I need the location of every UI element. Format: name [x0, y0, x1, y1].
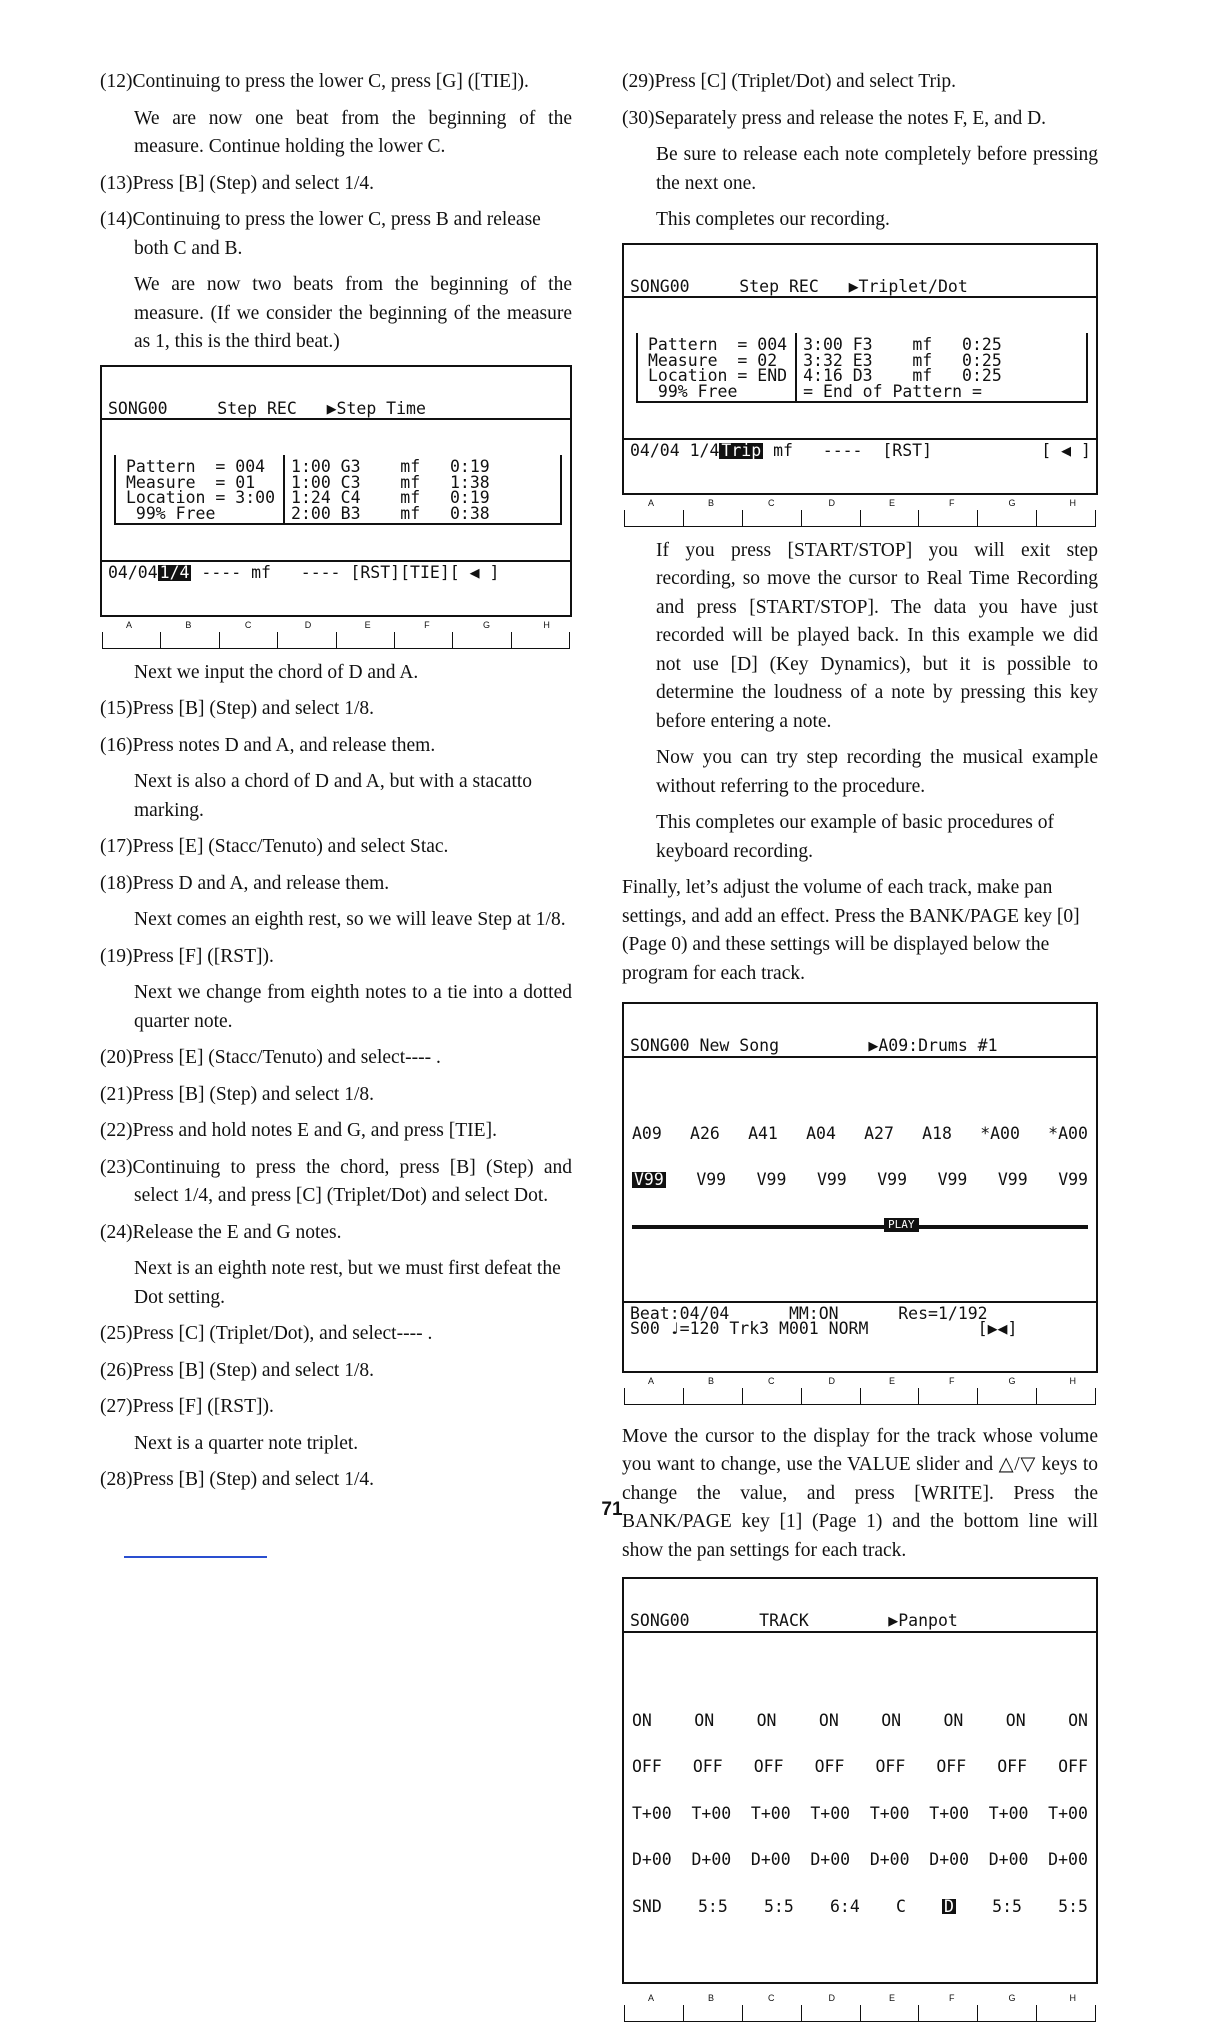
key-h-label: H: [1069, 1375, 1076, 1386]
lcd-softkeys: mf ---- [RST] [ ◀ ]: [763, 441, 1091, 460]
lcd-info-panel: [636, 333, 1088, 403]
lcd-cell: ON: [694, 1710, 715, 1730]
lcd-cell: C: [895, 1896, 906, 1916]
key-a-label: A: [648, 497, 655, 508]
lcd-cell: OFF: [875, 1757, 906, 1776]
lcd-cell: ON: [943, 1710, 964, 1730]
key-h-label: H: [543, 619, 550, 630]
lcd-step-selected: 1/4: [159, 563, 190, 582]
function-keys: [622, 1375, 1098, 1405]
lcd-event: 2:00 B3 mf 0:38: [291, 503, 490, 523]
lcd-top-bar: [102, 398, 570, 421]
key-a-label: A: [648, 1993, 655, 2003]
lcd-vol: V99: [696, 1170, 727, 1189]
lcd-vol: V99: [816, 1170, 847, 1189]
lcd-cell: T+00: [1048, 1803, 1088, 1823]
key-b-label: B: [185, 619, 192, 630]
key-c-label: C: [768, 1993, 775, 2003]
lcd-vol-selected: V99: [634, 1170, 664, 1189]
lcd-event: 1:00 G3 mf 0:19: [291, 457, 490, 476]
lcd-cell: ON: [818, 1710, 839, 1730]
lcd-prog: *A00: [1048, 1123, 1088, 1143]
step-24: (24)Release the E and G notes.: [100, 1221, 342, 1243]
lcd-cell: D+00: [632, 1850, 672, 1869]
step-29: (29)Press [C] (Triplet/Dot) and select Trip.: [622, 71, 957, 92]
step-27: (27)Press [F] ([RST]).: [100, 1396, 274, 1417]
lcd-vol: V99: [937, 1170, 968, 1189]
key-e-label: E: [888, 497, 895, 508]
lcd-event: 1:24 C4 mf 0:19: [291, 488, 490, 507]
para-31: If you press [START/STOP] you will exit step recording, so move the cursor to Real Time Recording and press [START/STOP]. The data you have just recorded will be played back. In this example we did not use [D] (Key Dynamics), but it is possible to determine the loudness of a note by pressing this key before entering a note.: [656, 539, 1098, 732]
lcd-track-row: [632, 1710, 1088, 1730]
step-26: (26)Press [B] (Step) and select 1/8.: [100, 1359, 375, 1381]
lcd-prog: A18: [922, 1123, 952, 1143]
para-24: Next is an eighth note rest, but we must first defeat the Dot setting.: [134, 1258, 561, 1308]
lcd-pattern: Pattern = 004: [648, 335, 788, 354]
para-30a: Be sure to release each note completely before pressing the next one.: [656, 144, 1098, 194]
lcd-prog: A26: [690, 1123, 720, 1143]
para-chord: Next we input the chord of D and A.: [134, 661, 419, 683]
lcd-track-row: [632, 1803, 1088, 1823]
lcd-step-time: [100, 365, 572, 617]
lcd-event-list: [285, 455, 560, 523]
key-e-label: E: [888, 1375, 895, 1386]
key-a-label: A: [648, 1375, 655, 1386]
lcd-time-sig: 04/04: [108, 563, 158, 582]
para-35: Move the cursor to the display for the track whose volume you want to change, use the VALUE slider and △/▽ keys to change the value, and press [WRITE]. Press the BANK/PAGE key [1] (Page 1) and the bottom line will show the pan settings for each track.: [622, 1425, 1098, 1561]
lcd-vol: V99: [997, 1170, 1028, 1189]
lcd-top-bar: SONG00 TRACK ▶Panpot: [624, 1610, 1096, 1633]
lcd-measure: Measure = 02: [648, 350, 778, 370]
lcd-pan-row: [632, 1896, 1088, 1916]
lcd-cell: T+00: [869, 1803, 910, 1823]
lcd-cell: 6:4: [829, 1896, 860, 1916]
step-20: (20)Press [E] (Stacc/Tenuto) and select---- .: [100, 1047, 441, 1068]
key-e-label: E: [888, 1993, 895, 2003]
lcd-song: SONG00: [108, 398, 168, 418]
lcd-vol: V99: [877, 1170, 908, 1189]
lcd-param: ▶Triplet/Dot: [848, 276, 968, 296]
key-f-label: F: [948, 497, 955, 508]
lcd-cell: D+00: [988, 1850, 1029, 1869]
lcd-measure: Measure = 01: [126, 472, 256, 492]
lcd-prog: A27: [864, 1123, 894, 1143]
lcd-location-info: [116, 455, 285, 523]
step-16: (16)Press notes D and A, and release them.: [100, 734, 436, 756]
para-33: This completes our example of basic procedures of keyboard recording.: [656, 812, 1054, 862]
lcd-cell: T+00: [750, 1803, 791, 1823]
lcd-program-row: [632, 1123, 1088, 1143]
key-f-label: F: [948, 1993, 955, 2003]
lcd-cell: D+00: [929, 1850, 970, 1869]
page-number: 71: [601, 1499, 623, 1520]
step-12: (12)Continuing to press the lower C, press [G] ([TIE]).: [100, 71, 529, 92]
lcd-pattern: Pattern = 004: [126, 457, 266, 476]
key-h-label: H: [1069, 497, 1076, 508]
key-f-label: F: [424, 619, 430, 630]
lcd-bottom-bar: [624, 1301, 1096, 1340]
lcd-cell: ON: [1068, 1710, 1088, 1730]
key-b-label: B: [708, 1993, 715, 2003]
lcd-cell: OFF: [997, 1757, 1028, 1776]
function-keys: [622, 1992, 1098, 2022]
step-14: (14)Continuing to press the lower C, press B and release both C and B.: [100, 209, 541, 259]
lcd-free: 99% Free: [648, 381, 738, 401]
para-16: Next is also a chord of D and A, but with a stacatto marking.: [134, 771, 533, 821]
lcd-cell: D+00: [1048, 1850, 1088, 1869]
lcd-prog: A09: [632, 1123, 662, 1143]
para-34: Finally, let’s adjust the volume of each track, make pan settings, and add an effect. Press the BANK/PAGE key [0] (Page 0) and these settings will be displayed below the program for each track.: [622, 877, 1080, 984]
lcd-event: 1:00 C3 mf 1:38: [291, 472, 490, 492]
lcd-location: Location = END: [648, 366, 788, 385]
lcd-info-panel: [114, 455, 562, 525]
lcd-cell: OFF: [936, 1757, 967, 1776]
lcd-event-list: [797, 333, 1086, 401]
key-c-label: C: [768, 497, 775, 508]
lcd-top-bar: [624, 276, 1096, 299]
lcd-vol: V99: [1058, 1170, 1088, 1189]
lcd-cell: ON: [1005, 1710, 1026, 1730]
lcd-track-row: [632, 1759, 1088, 1775]
left-column: [100, 68, 572, 1503]
lcd-param: ▶Step Time: [326, 398, 426, 418]
key-g-label: G: [1008, 497, 1016, 508]
lcd-cell: D+00: [750, 1850, 791, 1869]
lcd-cell: ON: [756, 1710, 777, 1730]
key-h-label: H: [1069, 1993, 1076, 2003]
lcd-cell: 5:5: [763, 1896, 794, 1916]
key-d-label: D: [828, 1375, 835, 1386]
para-19: Next we change from eighth notes to a tie into a dotted quarter note.: [134, 982, 572, 1032]
lcd-track-panpot: [622, 1577, 1098, 1984]
lcd-beat-line: Beat:04/04 MM:ON Res=1/192: [630, 1303, 988, 1323]
lcd-event: 3:32 E3 mf 0:25: [803, 350, 1002, 370]
lcd-play-bar: [632, 1217, 1088, 1231]
step-21: (21)Press [B] (Step) and select 1/8.: [100, 1083, 375, 1105]
lcd-location: Location = 3:00: [126, 488, 276, 507]
lcd-event: 4:16 D3 mf 0:25: [803, 366, 1002, 385]
step-19: (19)Press [F] ([RST]).: [100, 945, 274, 967]
lcd-cell: ON: [881, 1710, 902, 1730]
step-13: (13)Press [B] (Step) and select 1/4.: [100, 172, 375, 194]
key-d-label: D: [304, 619, 312, 630]
lcd-cell: T+00: [810, 1803, 851, 1823]
key-b-label: B: [708, 497, 715, 508]
lcd-cell: T+00: [929, 1803, 970, 1823]
right-column: [622, 68, 1098, 2032]
key-e-label: E: [364, 619, 371, 630]
step-28: (28)Press [B] (Step) and select 1/4.: [100, 1469, 375, 1490]
lcd-cell: 5:5: [1058, 1896, 1088, 1916]
lcd-vol: V99: [756, 1170, 787, 1189]
para-30b: This completes our recording.: [656, 209, 890, 230]
function-keys: [622, 497, 1098, 527]
lcd-trip-selected: Trip: [721, 441, 762, 460]
lcd-cell: D+00: [691, 1850, 732, 1869]
lcd-cell: D+00: [869, 1850, 910, 1869]
key-b-label: B: [708, 1375, 715, 1386]
lcd-prog: *A00: [980, 1123, 1020, 1143]
lcd-cell: T+00: [988, 1803, 1029, 1823]
lcd-cell: OFF: [692, 1757, 723, 1776]
lcd-cell: D+00: [810, 1850, 851, 1869]
para-27: Next is a quarter note triplet.: [134, 1432, 359, 1454]
lcd-free: 99% Free: [126, 503, 216, 523]
lcd-tempo-line: S00 ♩=120 Trk3 M001 NORM [▶◀]: [630, 1319, 1018, 1338]
lcd-new-song: [622, 1002, 1098, 1373]
lcd-top-bar: SONG00 New Song ▶A09:Drums #1: [624, 1035, 1096, 1058]
lcd-cell: SND: [632, 1896, 662, 1916]
step-22: (22)Press and hold notes E and G, and press [TIE].: [100, 1120, 497, 1141]
lcd-cell: 5:5: [697, 1896, 728, 1916]
footer-rule: [124, 1556, 267, 1558]
lcd-track-row: [632, 1852, 1088, 1868]
lcd-cell: OFF: [632, 1757, 662, 1776]
lcd-event: = End of Pattern =: [803, 381, 982, 401]
lcd-location-info: [638, 333, 797, 401]
lcd-cell: 5:5: [992, 1896, 1022, 1916]
lcd-play-tag: PLAY: [884, 1218, 919, 1232]
key-d-label: D: [828, 1993, 835, 2003]
lcd-pan-selected: D: [944, 1896, 954, 1916]
lcd-prog: A41: [748, 1123, 778, 1143]
key-a-label: A: [126, 619, 133, 630]
lcd-volume-row: [632, 1172, 1088, 1188]
key-g-label: G: [1008, 1375, 1016, 1386]
lcd-cell: T+00: [691, 1803, 732, 1823]
lcd-mode: Step REC: [739, 276, 819, 296]
lcd-cell: OFF: [1058, 1757, 1088, 1776]
lcd-cell: OFF: [814, 1757, 845, 1776]
lcd-softkeys: ---- mf ---- [RST][TIE][ ◀ ]: [191, 563, 500, 582]
lcd-mode: Step REC: [217, 398, 297, 418]
para-14: We are now two beats from the beginning of the measure. (If we consider the beginning of the measure as 1, this is the third beat.): [134, 274, 572, 352]
step-15: (15)Press [B] (Step) and select 1/8.: [100, 698, 375, 719]
step-30: (30)Separately press and release the notes F, E, and D.: [622, 107, 1047, 129]
step-25: (25)Press [C] (Triplet/Dot), and select---- .: [100, 1323, 433, 1344]
lcd-bottom-bar: [624, 438, 1096, 462]
lcd-cell: OFF: [753, 1757, 784, 1776]
para-32: Now you can try step recording the musical example without referring to the procedure.: [656, 747, 1098, 797]
lcd-song: SONG00: [630, 276, 690, 296]
lcd-bottom-bar: [102, 560, 570, 584]
lcd-prog: A04: [806, 1123, 836, 1143]
step-17: (17)Press [E] (Stacc/Tenuto) and select Stac.: [100, 836, 449, 857]
lcd-event: 3:00 F3 mf 0:25: [803, 335, 1002, 354]
para-18: Next comes an eighth rest, so we will leave Step at 1/8.: [134, 909, 566, 930]
key-c-label: C: [244, 619, 252, 630]
key-c-label: C: [768, 1375, 775, 1386]
step-23: (23)Continuing to press the chord, press [B] (Step) and select 1/4, and press [C] (Triplet/Dot) and select Dot.: [100, 1156, 572, 1206]
lcd-time-sig: 04/04 1/4: [630, 441, 720, 460]
lcd-triplet-dot: [622, 243, 1098, 495]
step-18: (18)Press D and A, and release them.: [100, 872, 390, 894]
key-d-label: D: [828, 497, 835, 508]
lcd-cell: T+00: [632, 1803, 672, 1823]
lcd-cell: ON: [632, 1710, 652, 1730]
key-f-label: F: [948, 1375, 955, 1386]
function-keys: [100, 619, 572, 649]
key-g-label: G: [482, 619, 490, 630]
key-g-label: G: [1008, 1993, 1016, 2003]
para-12: We are now one beat from the beginning of the measure. Continue holding the lower C.: [134, 107, 572, 157]
